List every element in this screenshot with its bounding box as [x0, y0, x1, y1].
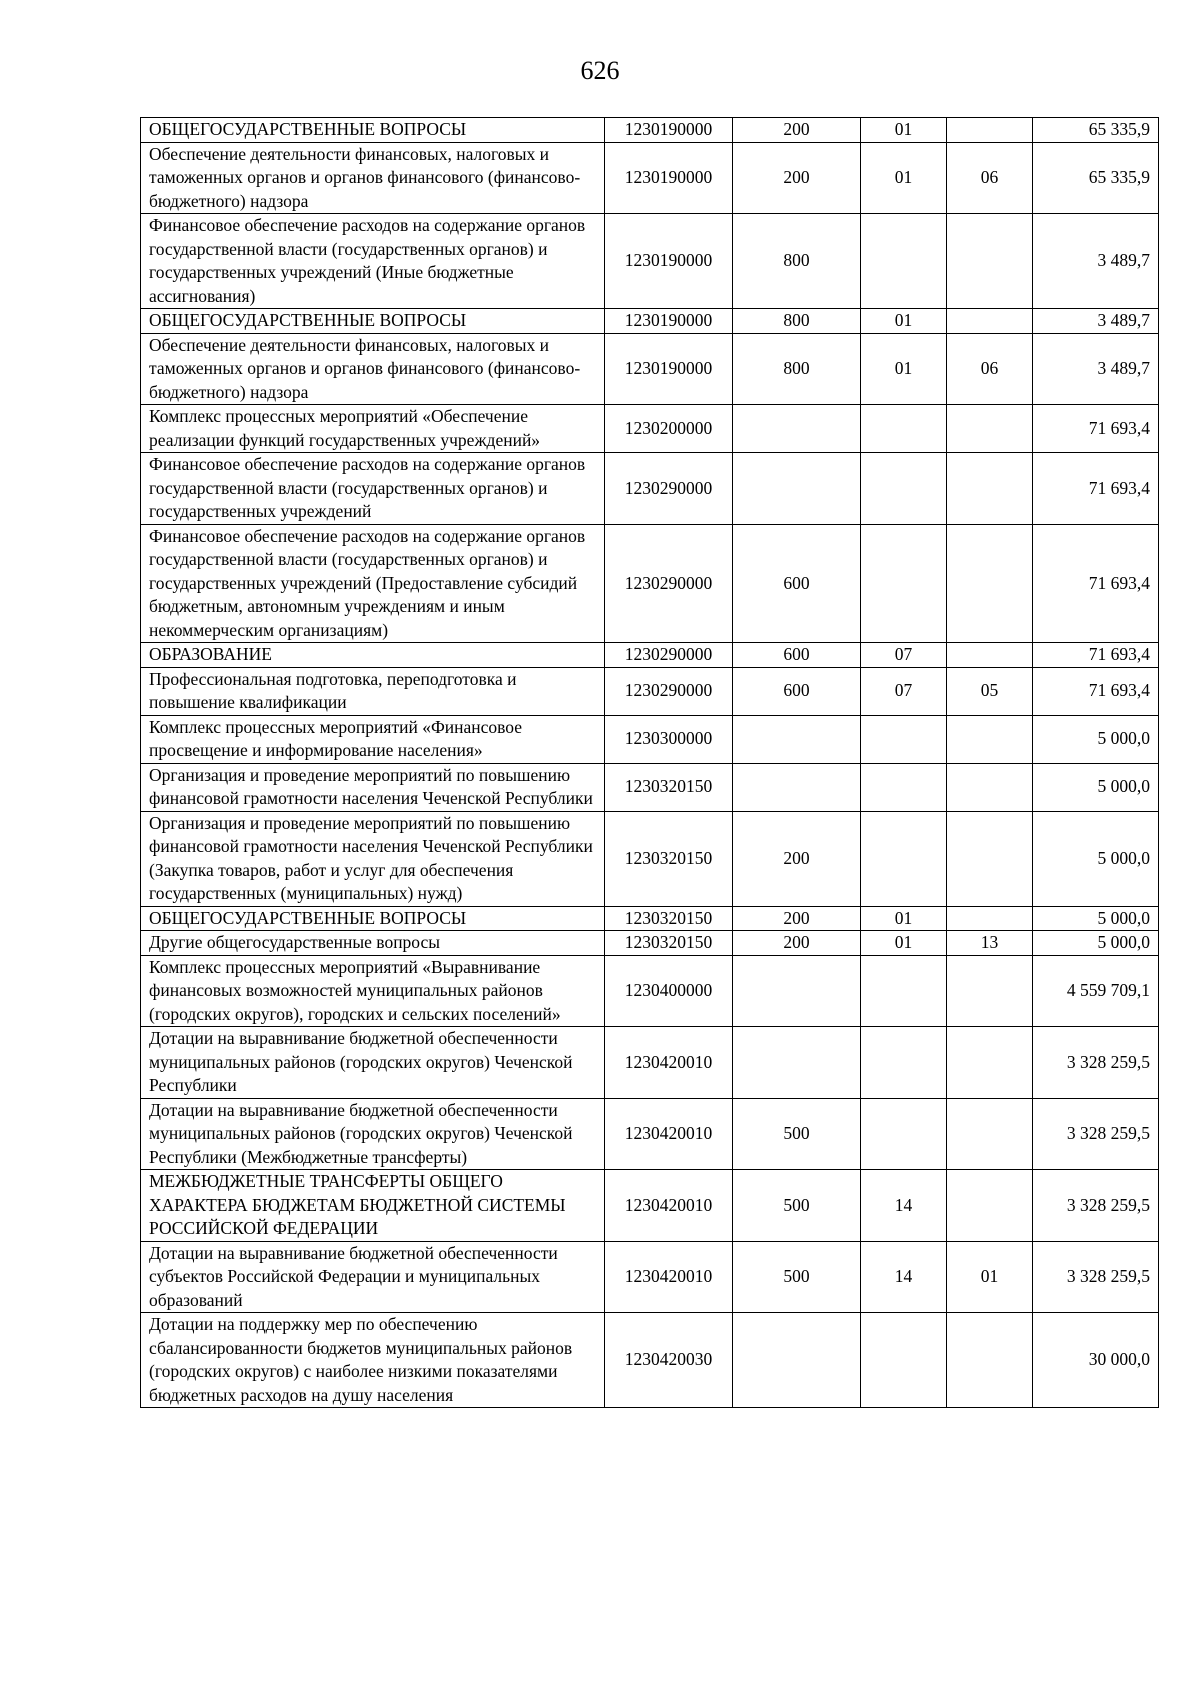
section-cell: 01 [861, 142, 947, 214]
section-cell [861, 1313, 947, 1408]
budget-table [140, 117, 1159, 1408]
target-article-cell: 1230420030 [605, 1313, 733, 1408]
amount-cell: 3 489,7 [1033, 333, 1159, 405]
expense-type-cell: 500 [733, 1241, 861, 1313]
expense-type-cell: 200 [733, 142, 861, 214]
expense-type-cell: 200 [733, 118, 861, 143]
subsection-cell: 13 [947, 931, 1033, 956]
target-article-cell: 1230320150 [605, 931, 733, 956]
target-article-cell: 1230190000 [605, 309, 733, 334]
row-name-cell: Дотации на поддержку мер по обеспечению сбалансированности бюджетов муниципальных районов (городских округов) с наиболее низкими показателями бюджетных расходов на душу населения [141, 1313, 605, 1408]
row-name-cell: Обеспечение деятельности финансовых, налоговых и таможенных органов и органов финансового (финансово-бюджетного) надзора [141, 333, 605, 405]
amount-cell: 65 335,9 [1033, 118, 1159, 143]
target-article-cell: 1230420010 [605, 1241, 733, 1313]
page-number: 626 [580, 56, 620, 85]
target-article-cell: 1230290000 [605, 643, 733, 668]
section-cell: 14 [861, 1241, 947, 1313]
section-cell [861, 715, 947, 763]
target-article-cell: 1230400000 [605, 955, 733, 1027]
amount-cell: 71 693,4 [1033, 667, 1159, 715]
section-cell [861, 1027, 947, 1099]
subsection-cell [947, 309, 1033, 334]
table-row [141, 955, 1159, 1027]
expense-type-cell: 600 [733, 667, 861, 715]
subsection-cell: 05 [947, 667, 1033, 715]
table-row [141, 214, 1159, 309]
section-cell [861, 1098, 947, 1170]
target-article-cell: 1230320150 [605, 906, 733, 931]
row-name-cell: ОБРАЗОВАНИЕ [141, 643, 605, 668]
subsection-cell: 06 [947, 333, 1033, 405]
subsection-cell [947, 763, 1033, 811]
expense-type-cell: 200 [733, 931, 861, 956]
amount-cell: 65 335,9 [1033, 142, 1159, 214]
target-article-cell: 1230200000 [605, 405, 733, 453]
expense-type-cell [733, 453, 861, 525]
subsection-cell [947, 1170, 1033, 1242]
amount-cell: 5 000,0 [1033, 931, 1159, 956]
row-name-cell: МЕЖБЮДЖЕТНЫЕ ТРАНСФЕРТЫ ОБЩЕГО ХАРАКТЕРА БЮДЖЕТАМ БЮДЖЕТНОЙ СИСТЕМЫ РОССИЙСКОЙ ФЕДЕРАЦИИ [141, 1170, 605, 1242]
target-article-cell: 1230290000 [605, 453, 733, 525]
subsection-cell [947, 955, 1033, 1027]
amount-cell: 4 559 709,1 [1033, 955, 1159, 1027]
amount-cell: 3 489,7 [1033, 309, 1159, 334]
target-article-cell: 1230320150 [605, 763, 733, 811]
table-row [141, 142, 1159, 214]
target-article-cell: 1230420010 [605, 1098, 733, 1170]
row-name-cell: Финансовое обеспечение расходов на содержание органов государственной власти (государственных органов) и государственных учреждений [141, 453, 605, 525]
table-row [141, 453, 1159, 525]
table-row [141, 333, 1159, 405]
table-row [141, 524, 1159, 643]
section-cell: 14 [861, 1170, 947, 1242]
amount-cell: 3 489,7 [1033, 214, 1159, 309]
subsection-cell [947, 715, 1033, 763]
expense-type-cell: 500 [733, 1098, 861, 1170]
subsection-cell [947, 214, 1033, 309]
target-article-cell: 1230190000 [605, 142, 733, 214]
row-name-cell: Комплекс процессных мероприятий «Финансовое просвещение и информирование населения» [141, 715, 605, 763]
table-row [141, 643, 1159, 668]
expense-type-cell [733, 955, 861, 1027]
subsection-cell [947, 405, 1033, 453]
section-cell [861, 453, 947, 525]
row-name-cell: Профессиональная подготовка, переподготовка и повышение квалификации [141, 667, 605, 715]
table-row [141, 1098, 1159, 1170]
target-article-cell: 1230190000 [605, 333, 733, 405]
section-cell [861, 214, 947, 309]
table-row [141, 931, 1159, 956]
target-article-cell: 1230190000 [605, 118, 733, 143]
amount-cell: 5 000,0 [1033, 906, 1159, 931]
row-name-cell: ОБЩЕГОСУДАРСТВЕННЫЕ ВОПРОСЫ [141, 309, 605, 334]
target-article-cell: 1230190000 [605, 214, 733, 309]
amount-cell: 5 000,0 [1033, 763, 1159, 811]
subsection-cell [947, 1313, 1033, 1408]
target-article-cell: 1230320150 [605, 811, 733, 906]
target-article-cell: 1230290000 [605, 667, 733, 715]
section-cell: 01 [861, 118, 947, 143]
expense-type-cell [733, 715, 861, 763]
section-cell [861, 955, 947, 1027]
table-row [141, 1170, 1159, 1242]
table-row [141, 715, 1159, 763]
table-row [141, 811, 1159, 906]
subsection-cell [947, 643, 1033, 668]
table-row [141, 118, 1159, 143]
table-row [141, 309, 1159, 334]
expense-type-cell: 800 [733, 333, 861, 405]
target-article-cell: 1230300000 [605, 715, 733, 763]
section-cell: 01 [861, 906, 947, 931]
section-cell [861, 524, 947, 643]
row-name-cell: Финансовое обеспечение расходов на содержание органов государственной власти (государственных органов) и государственных учреждений (Иные бюджетные ассигнования) [141, 214, 605, 309]
amount-cell: 3 328 259,5 [1033, 1027, 1159, 1099]
section-cell [861, 763, 947, 811]
section-cell: 01 [861, 309, 947, 334]
amount-cell: 30 000,0 [1033, 1313, 1159, 1408]
table-row [141, 1241, 1159, 1313]
subsection-cell: 01 [947, 1241, 1033, 1313]
row-name-cell: Другие общегосударственные вопросы [141, 931, 605, 956]
section-cell [861, 405, 947, 453]
subsection-cell [947, 118, 1033, 143]
row-name-cell: Дотации на выравнивание бюджетной обеспеченности муниципальных районов (городских округов) Чеченской Республики [141, 1027, 605, 1099]
table-row [141, 763, 1159, 811]
subsection-cell [947, 1098, 1033, 1170]
row-name-cell: Дотации на выравнивание бюджетной обеспеченности субъектов Российской Федерации и муниципальных образований [141, 1241, 605, 1313]
amount-cell: 5 000,0 [1033, 715, 1159, 763]
row-name-cell: ОБЩЕГОСУДАРСТВЕННЫЕ ВОПРОСЫ [141, 906, 605, 931]
subsection-cell: 06 [947, 142, 1033, 214]
table-row [141, 906, 1159, 931]
amount-cell: 3 328 259,5 [1033, 1098, 1159, 1170]
expense-type-cell: 600 [733, 524, 861, 643]
target-article-cell: 1230420010 [605, 1170, 733, 1242]
table-row [141, 1027, 1159, 1099]
row-name-cell: ОБЩЕГОСУДАРСТВЕННЫЕ ВОПРОСЫ [141, 118, 605, 143]
subsection-cell [947, 906, 1033, 931]
expense-type-cell: 800 [733, 309, 861, 334]
expense-type-cell [733, 405, 861, 453]
row-name-cell: Финансовое обеспечение расходов на содержание органов государственной власти (государственных органов) и государственных учреждений (Предоставление субсидий бюджетным, автономным учреждениям и иным некоммерческим организациям) [141, 524, 605, 643]
expense-type-cell: 800 [733, 214, 861, 309]
row-name-cell: Обеспечение деятельности финансовых, налоговых и таможенных органов и органов финансового (финансово-бюджетного) надзора [141, 142, 605, 214]
subsection-cell [947, 453, 1033, 525]
expense-type-cell [733, 1027, 861, 1099]
expense-type-cell: 600 [733, 643, 861, 668]
section-cell: 01 [861, 333, 947, 405]
subsection-cell [947, 524, 1033, 643]
row-name-cell: Комплекс процессных мероприятий «Обеспечение реализации функций государственных учреждений» [141, 405, 605, 453]
expense-type-cell: 200 [733, 906, 861, 931]
amount-cell: 71 693,4 [1033, 453, 1159, 525]
table-row [141, 1313, 1159, 1408]
target-article-cell: 1230290000 [605, 524, 733, 643]
row-name-cell: Организация и проведение мероприятий по повышению финансовой грамотности населения Чеченской Республики (Закупка товаров, работ и услуг для обеспечения государственных (муниципальных) нужд) [141, 811, 605, 906]
amount-cell: 71 693,4 [1033, 405, 1159, 453]
subsection-cell [947, 811, 1033, 906]
amount-cell: 71 693,4 [1033, 524, 1159, 643]
expense-type-cell [733, 1313, 861, 1408]
amount-cell: 71 693,4 [1033, 643, 1159, 668]
section-cell: 07 [861, 667, 947, 715]
amount-cell: 3 328 259,5 [1033, 1170, 1159, 1242]
table-row [141, 667, 1159, 715]
row-name-cell: Комплекс процессных мероприятий «Выравнивание финансовых возможностей муниципальных районов (городских округов), городских и сельских поселений» [141, 955, 605, 1027]
section-cell: 01 [861, 931, 947, 956]
expense-type-cell: 200 [733, 811, 861, 906]
section-cell: 07 [861, 643, 947, 668]
table-row [141, 405, 1159, 453]
row-name-cell: Организация и проведение мероприятий по повышению финансовой грамотности населения Чеченской Республики [141, 763, 605, 811]
section-cell [861, 811, 947, 906]
subsection-cell [947, 1027, 1033, 1099]
amount-cell: 5 000,0 [1033, 811, 1159, 906]
budget-table-body [141, 118, 1159, 1408]
target-article-cell: 1230420010 [605, 1027, 733, 1099]
expense-type-cell: 500 [733, 1170, 861, 1242]
amount-cell: 3 328 259,5 [1033, 1241, 1159, 1313]
row-name-cell: Дотации на выравнивание бюджетной обеспеченности муниципальных районов (городских округов) Чеченской Республики (Межбюджетные трансферты) [141, 1098, 605, 1170]
expense-type-cell [733, 763, 861, 811]
